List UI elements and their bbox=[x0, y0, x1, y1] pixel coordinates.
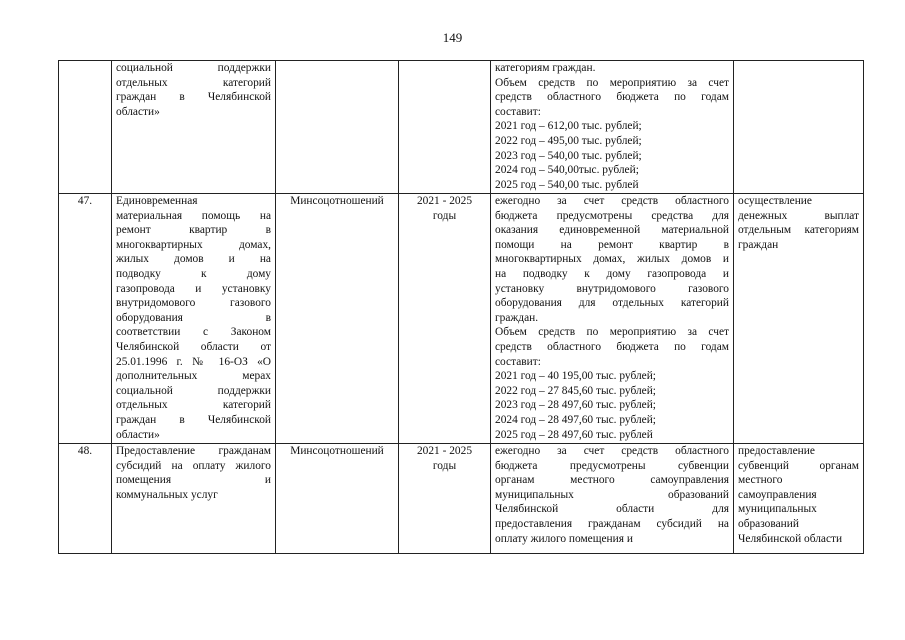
text-line: Челябинской области для bbox=[495, 503, 729, 516]
text-line: муниципальных bbox=[738, 503, 817, 516]
table-row bbox=[59, 61, 864, 194]
expected-result bbox=[734, 444, 864, 554]
text-line: соответствии с Законом bbox=[116, 326, 271, 339]
text-line: Челябинской области bbox=[738, 532, 843, 545]
period-line: 2021 - 2025 bbox=[416, 195, 473, 207]
period bbox=[399, 61, 491, 194]
text-line: 2022 год – 27 845,60 тыс. рублей; bbox=[495, 384, 656, 397]
text-line: многоквартирных домах, жилых домов и bbox=[495, 253, 729, 266]
text-line: субвенций органам bbox=[738, 459, 859, 472]
measure-description bbox=[491, 61, 734, 194]
text-line: многоквартирных домах, bbox=[116, 238, 271, 251]
text-line: предоставления гражданам субсидий на bbox=[495, 517, 729, 530]
text-line: составит: bbox=[495, 105, 541, 118]
text-line: ремонт квартир в bbox=[116, 224, 271, 237]
period-line: годы bbox=[432, 459, 457, 472]
measure-description bbox=[491, 194, 734, 444]
text-line: бюджета предусмотрены средства для bbox=[495, 209, 729, 222]
text-line: внутридомового газового bbox=[116, 297, 271, 310]
text-line: денежных выплат bbox=[738, 209, 859, 222]
text-line: оказания единовременной материальной bbox=[495, 224, 729, 237]
text-line: 2024 год – 540,00тыс. рублей; bbox=[495, 164, 639, 177]
text-line: 2023 год – 28 497,60 тыс. рублей; bbox=[495, 399, 656, 412]
text-line: 2021 год – 40 195,00 тыс. рублей; bbox=[495, 370, 656, 383]
text-line: 2023 год – 540,00 тыс. рублей; bbox=[495, 149, 642, 162]
text-line: граждан. bbox=[495, 311, 539, 324]
measure-name bbox=[112, 61, 276, 194]
text-line: осуществление bbox=[738, 195, 812, 207]
text-line: дополнительных мерах bbox=[116, 370, 271, 383]
text-line: отдельным категориям bbox=[738, 224, 859, 237]
text-line: местного bbox=[738, 474, 783, 487]
text-line: Объем средств по мероприятию за счет bbox=[495, 76, 729, 89]
text-line: отдельных категорий bbox=[116, 76, 271, 89]
page-number: 149 bbox=[442, 30, 463, 45]
text-line: образований bbox=[738, 517, 799, 530]
executor bbox=[276, 61, 399, 194]
text-line: газопровода и установку bbox=[116, 282, 271, 295]
text-line: ежегодно за счет средств областного bbox=[495, 445, 729, 457]
text-line: граждан в Челябинской bbox=[116, 413, 271, 426]
row-number bbox=[59, 61, 112, 194]
measures-table bbox=[58, 60, 864, 554]
text-line: оборудования в bbox=[116, 311, 271, 324]
text-line: 25.01.1996 г. № 16-ОЗ «О bbox=[116, 355, 271, 368]
measure-description bbox=[491, 444, 734, 554]
row-number: 48. bbox=[59, 444, 112, 554]
text-line: самоуправления bbox=[738, 488, 817, 501]
measure-name bbox=[112, 444, 276, 554]
period-line: 2021 - 2025 bbox=[416, 445, 473, 457]
text-line: субсидий на оплату жилого bbox=[116, 459, 271, 472]
text-line: оплату жилого помещения и bbox=[495, 532, 633, 545]
text-line: 2024 год – 28 497,60 тыс. рублей; bbox=[495, 413, 656, 426]
executor: Минсоцотношений bbox=[276, 194, 399, 444]
text-line: области» bbox=[116, 105, 160, 118]
expected-result bbox=[734, 61, 864, 194]
text-line: предоставление bbox=[738, 445, 815, 457]
text-line: помощи на ремонт квартир в bbox=[495, 238, 729, 251]
text-line: средств областного бюджета по годам bbox=[495, 91, 729, 104]
text-line: установку внутридомового газового bbox=[495, 282, 729, 295]
text-line: муниципальных образований bbox=[495, 488, 729, 501]
text-line: средств областного бюджета по годам bbox=[495, 340, 729, 353]
table-row bbox=[59, 194, 864, 444]
text-line: 2022 год – 495,00 тыс. рублей; bbox=[495, 134, 642, 147]
table-row bbox=[59, 444, 864, 554]
text-line: на подводку к дому газопровода и bbox=[495, 267, 729, 280]
text-line: социальной поддержки bbox=[116, 384, 271, 397]
period bbox=[399, 444, 491, 554]
text-line: Челябинской области от bbox=[116, 340, 271, 353]
executor: Минсоцотношений bbox=[276, 444, 399, 554]
text-line: 2021 год – 612,00 тыс. рублей; bbox=[495, 120, 642, 133]
text-line: граждан в Челябинской bbox=[116, 91, 271, 104]
text-line: 2025 год – 540,00 тыс. рублей bbox=[495, 178, 639, 191]
row-number: 47. bbox=[59, 194, 112, 444]
text-line: коммунальных услуг bbox=[116, 488, 218, 501]
text-line: подводку к дому bbox=[116, 267, 271, 280]
text-line: категориям граждан. bbox=[495, 62, 596, 74]
text-line: Единовременная bbox=[116, 195, 198, 207]
text-line: жилых домов и на bbox=[116, 253, 271, 266]
text-line: материальная помощь на bbox=[116, 209, 271, 222]
text-line: социальной поддержки bbox=[116, 62, 271, 74]
text-line: области» bbox=[116, 428, 160, 441]
measure-name bbox=[112, 194, 276, 444]
text-line: Объем средств по мероприятию за счет bbox=[495, 326, 729, 339]
period bbox=[399, 194, 491, 444]
text-line: Предоставление гражданам bbox=[116, 445, 271, 457]
period-line: годы bbox=[432, 209, 457, 222]
text-line: отдельных категорий bbox=[116, 399, 271, 412]
text-line: бюджета предусмотрены субвенции bbox=[495, 459, 729, 472]
expected-result bbox=[734, 194, 864, 444]
text-line: органам местного самоуправления bbox=[495, 474, 729, 487]
text-line: 2025 год – 28 497,60 тыс. рублей bbox=[495, 428, 653, 441]
text-line: помещения и bbox=[116, 474, 271, 487]
text-line: ежегодно за счет средств областного bbox=[495, 195, 729, 207]
text-line: составит: bbox=[495, 355, 541, 368]
text-line: граждан bbox=[738, 238, 779, 251]
text-line: оборудования для отдельных категорий bbox=[495, 297, 729, 310]
